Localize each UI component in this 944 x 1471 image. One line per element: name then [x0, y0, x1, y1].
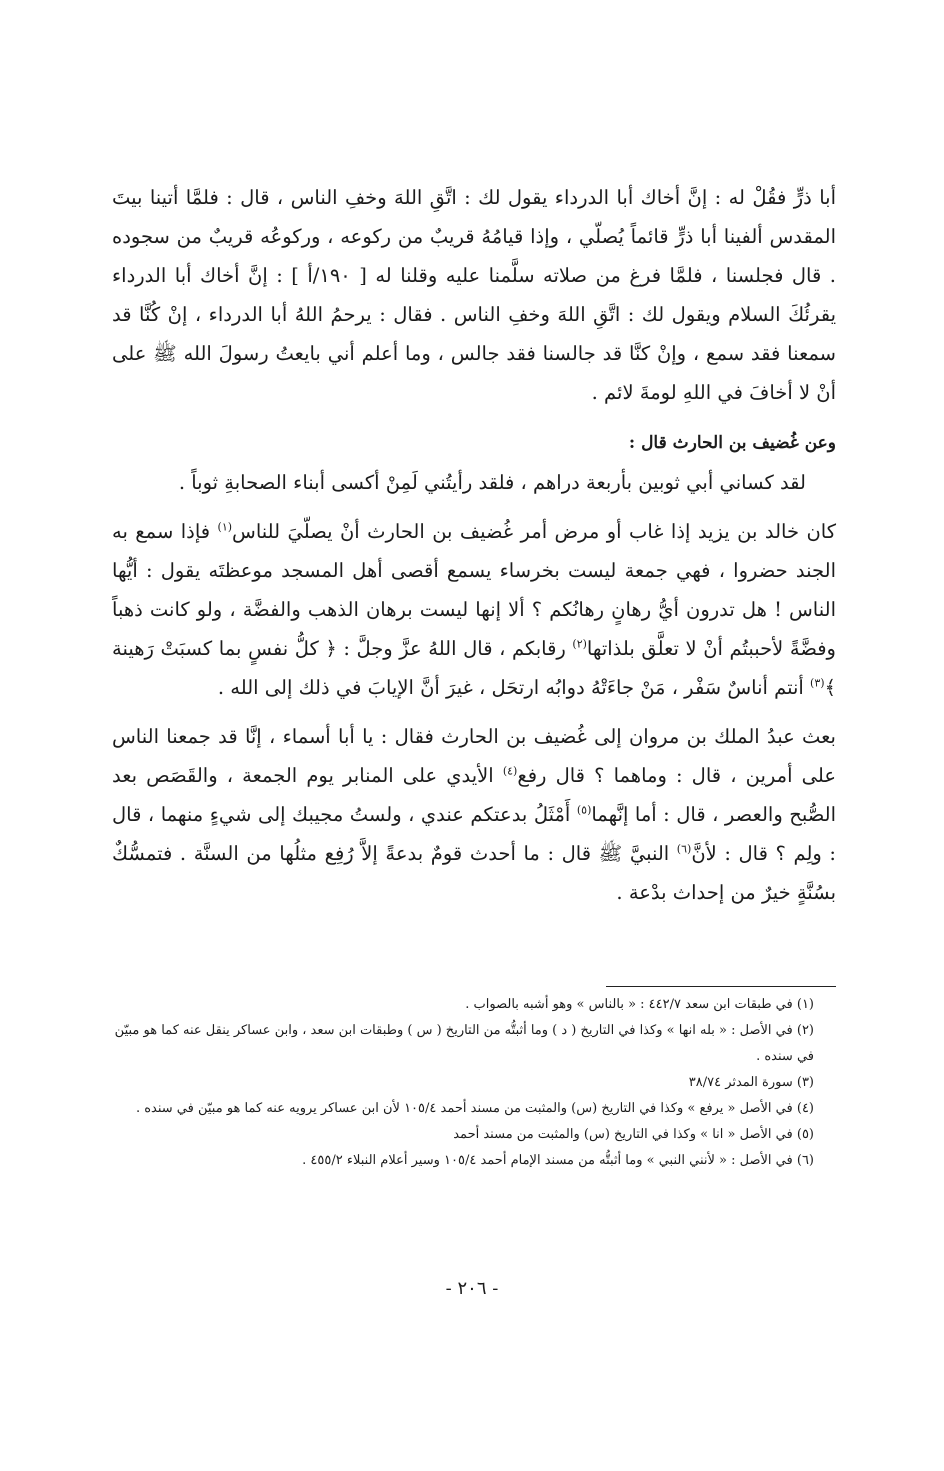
- footnote-ref-2: (٢): [572, 637, 587, 651]
- footnote-ref-1: (١): [217, 520, 233, 534]
- main-text: [112, 178, 836, 912]
- footnote-4: (٤) في الأصل « يرفع » وكذا في التاريخ (س) والمثبت من مسند أحمد ١٠٥/٤ لأن ابن عساكر يرويه عنه كما هو مبيّن في سنده .: [135, 1101, 814, 1116]
- paragraph-2: كان خالد بن يزيد إذا غاب أو مرض أمر غُضيف بن الحارث أنْ يصلّيَ للناس$^{(١)}$ فإذا سمع به الجند حضروا ، فهي جمعة ليست بخرساء يسمع أقصى أهل المسجد موعظتَه يقول : أيُّها الناس ! هل تدرون أيُّ رهانٍ رهانُكم ؟ ألا إنها ليست برهان الذهب والفضَّة ، ولو كانت ذهباً وفضَّةً لأحببتُم أنْ لا تعلَّق بلذاتها$^{(٢)}$ رقابكم ، قال اللهُ عزَّ وجلَّ : ﴿ كلُّ نفسٍ بما كسبَتْ رَهينة ﴾$^{(٣)}$ أنتم أناسٌ سَفْر ، مَنْ جاءَتْهُ دوابُه ارتحَل ، غيرَ أنَّ الإيابَ في ذلك إلى الله .: [112, 520, 836, 699]
- page-number: - ٢٠٦ -: [445, 1278, 499, 1299]
- paragraph-1: أبا ذرٍّ فقُلْ له : إنَّ أخاك أبا الدرداء يقول لك : اتَّقِ اللهَ وخفِ الناس ، قال : فلمَّا أتينا بيتَ المقدس ألفينا أبا ذرٍّ قائماً يُصلّي ، وإذا قيامُهُ قريبٌ من ركوعه ، وركوعُه قريبٌ من سجوده . قال فجلسنا ، فلمَّا فرغ من صلاته سلَّمنا عليه وقلنا له [ ١٩٠/أ ] : إنَّ أخاك أبا الدرداء يقرئُكَ السلام ويقول لك : اتَّقِ اللهَ وخفِ الناس . فقال : يرحمُ اللهُ أبا الدرداء ، إنْ كُنَّا قد سمعنا فقد سمع ، وإنْ كنَّا قد جالسنا فقد جالس ، وما أعلم أني بايعتُ رسولَ الله ﷺ على أنْ لا أخافَ في اللهِ لومةَ لائم .: [112, 186, 836, 404]
- footnote-3: (٣) سورة المدثر ٣٨/٧٤: [688, 1075, 814, 1090]
- footnote-5: (٥) في الأصل « انا » وكذا في التاريخ (س) والمثبت من مسند أحمد: [453, 1127, 814, 1142]
- footnote-1: (١) في طبقات ابن سعد ٤٤٢/٧ : « بالناس » وهو أشبه بالصواب .: [465, 997, 814, 1012]
- footnote-ref-5: (٥): [576, 803, 592, 817]
- footnote-ref-3: (٣): [810, 676, 825, 690]
- footnote-ref-4: (٤): [502, 764, 518, 778]
- footnote-6: (٦) في الأصل : « لأنني النبي » وما أثبتُّه من مسند الإمام أحمد ١٠٥/٤ وسير أعلام النبلاء ٤٥٥/٢ .: [302, 1153, 814, 1168]
- quoted-saying: لقد كساني أبي ثوبين بأربعة دراهم ، فلقد رأيتُني لَمِنْ أكسى أبناء الصحابةِ ثوباً .: [178, 471, 806, 494]
- footnote-ref-6: (٦): [676, 842, 692, 856]
- footnote-divider: [606, 986, 836, 987]
- footnote-2: (٢) في الأصل : « بله انها » وكذا في التاريخ ( د ) وما أثبتُّه من التاريخ ( س ) وطبقات ابن سعد ، وابن عساكر ينقل عنه كما هو مبيّن في سنده .: [114, 1023, 814, 1064]
- section-heading: وعن غُضيف بن الحارث قال :: [628, 433, 836, 453]
- footnotes: [112, 992, 836, 1174]
- paragraph-3: بعث عبدُ الملك بن مروان إلى غُضيف بن الحارث فقال : يا أبا أسماء ، إنَّا قد جمعنا الناس على أمرين ، قال : وماهما ؟ قال رفع$^{(٤)}$ الأيدي على المنابر يوم الجمعة ، والقَصَص بعد الصُّبح والعصر ، قال : أما إنَّهما$^{(٥)}$ أَمْثَلُ بدعتكم عندي ، ولستُ مجيبك إلى شيءٍ منهما ، قال : ولِم ؟ قال : لأنَّ$^{(٦)}$ النبيَّ ﷺ قال : ما أحدث قومٌ بدعةً إلاَّ رُفِع مثلُها من السنَّة . فتمسُّكٌ بسُنَّةٍ خيرٌ من إحداث بدْعة .: [112, 725, 836, 904]
